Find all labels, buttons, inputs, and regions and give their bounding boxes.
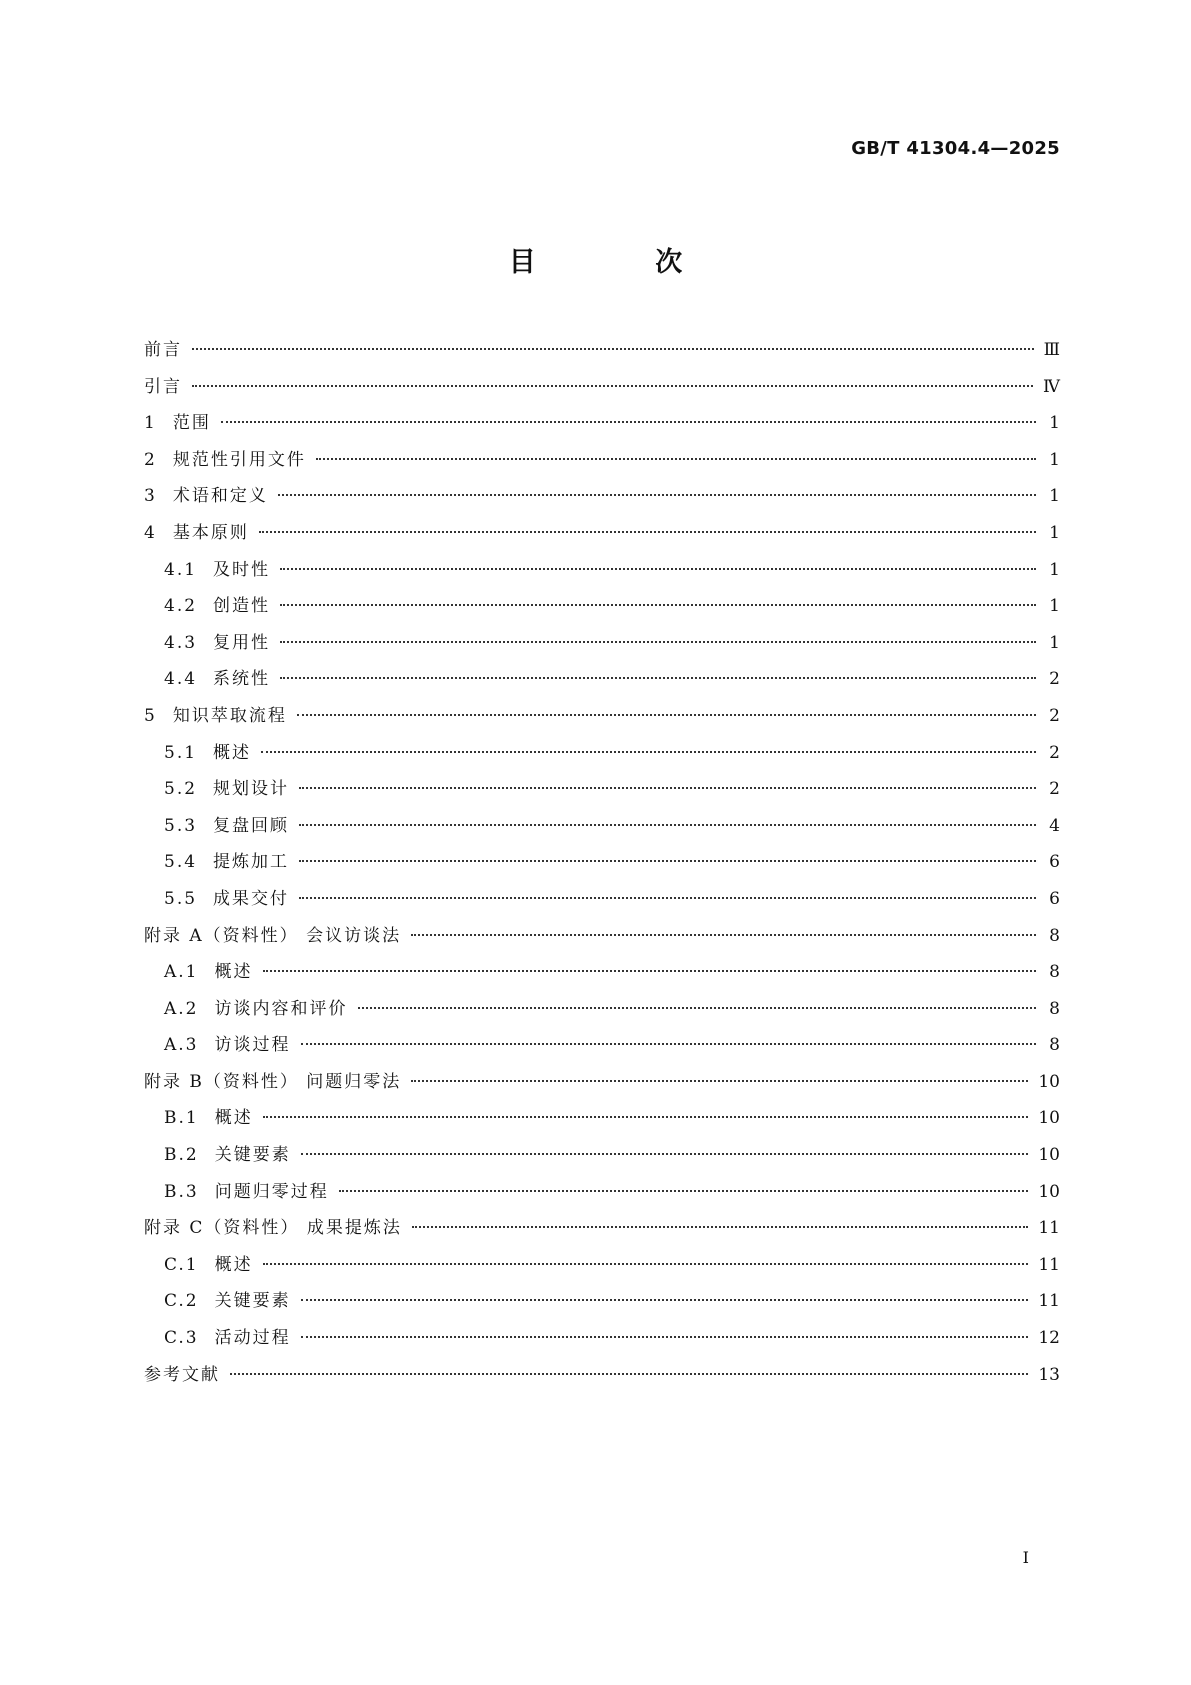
toc-dot-leader (301, 1153, 1029, 1155)
toc-entry-label: 术语和定义 (172, 486, 268, 507)
toc-entry-label: 复盘回顾 (213, 815, 290, 836)
toc-dot-leader (411, 1080, 1028, 1082)
toc-dot-leader (412, 1226, 1029, 1228)
toc-entry-number: C.1 (164, 1254, 199, 1275)
toc-entry-label: 参考文献 (144, 1364, 220, 1385)
toc-entry[interactable] (144, 555, 1060, 592)
toc-entry-label: 概述 (214, 1108, 253, 1129)
toc-entry-page: 2 (1049, 779, 1060, 800)
toc-entry-label: 规划设计 (213, 779, 290, 800)
toc-entry-number: 4.4 (164, 669, 198, 690)
toc-entry[interactable] (144, 408, 1060, 445)
toc-dot-leader (280, 641, 1036, 643)
toc-dot-leader (280, 677, 1036, 679)
toc-entry-page: 8 (1049, 925, 1060, 946)
toc-entry[interactable] (144, 811, 1060, 848)
toc-entry-label: 知识萃取流程 (172, 705, 287, 726)
toc-entry-label: 及时性 (213, 559, 271, 580)
toc-entry-number: C.2 (164, 1291, 199, 1312)
toc-entry[interactable] (144, 1323, 1060, 1360)
toc-entry-number: 5 (144, 705, 157, 726)
toc-entry-number: 4.3 (164, 632, 198, 653)
toc-entry-number: 4 (144, 522, 157, 543)
toc-entry[interactable] (144, 847, 1060, 884)
toc-entry-label: 范围 (172, 413, 211, 434)
toc-entry-page: 2 (1049, 742, 1060, 763)
toc-entry-number: B.2 (164, 1145, 199, 1166)
toc-entry-label: 基本原则 (172, 522, 249, 543)
table-of-contents (144, 335, 1060, 1396)
toc-dot-leader (339, 1190, 1029, 1192)
toc-entry-label: 前言 (144, 340, 182, 360)
toc-entry-number: A.1 (164, 962, 199, 983)
toc-entry-page: Ⅲ (1043, 340, 1060, 360)
toc-dot-leader (261, 751, 1036, 753)
toc-dot-leader (316, 458, 1036, 460)
toc-dot-leader (299, 824, 1036, 826)
toc-dot-leader (299, 787, 1036, 789)
toc-entry-number: C.3 (164, 1328, 199, 1349)
page-title: 目 次 (508, 247, 738, 278)
toc-entry-label: 系统性 (213, 669, 271, 690)
toc-entry[interactable] (144, 335, 1060, 372)
toc-entry-number: B.1 (164, 1108, 199, 1129)
toc-entry-number: 1 (144, 413, 157, 434)
toc-entry-label: 问题归零过程 (214, 1181, 329, 1202)
toc-entry-number: 5.5 (164, 888, 198, 909)
toc-entry-page: 1 (1049, 413, 1060, 434)
toc-entry[interactable] (144, 1103, 1060, 1140)
toc-entry[interactable] (144, 591, 1060, 628)
toc-entry[interactable] (144, 884, 1060, 921)
toc-entry-page: 6 (1049, 852, 1060, 873)
toc-entry[interactable] (144, 957, 1060, 994)
toc-entry-page: 1 (1049, 596, 1060, 617)
toc-entry-number: A.3 (164, 1035, 199, 1056)
toc-dot-leader (358, 1007, 1037, 1009)
toc-entry[interactable] (144, 774, 1060, 811)
toc-entry-label: 附录 C（资料性） 成果提炼法 (144, 1218, 402, 1239)
toc-entry-label: 附录 A（资料性） 会议访谈法 (144, 925, 402, 946)
toc-dot-leader (263, 1116, 1029, 1118)
toc-dot-leader (278, 494, 1036, 496)
toc-entry-page: 10 (1038, 1071, 1060, 1092)
toc-entry-page: 2 (1049, 669, 1060, 690)
toc-entry[interactable] (144, 1177, 1060, 1214)
toc-entry-page: 11 (1038, 1254, 1060, 1275)
toc-dot-leader (301, 1299, 1029, 1301)
toc-entry-label: 关键要素 (214, 1291, 291, 1312)
toc-dot-leader (301, 1336, 1029, 1338)
toc-entry-label: 复用性 (213, 632, 271, 653)
toc-dot-leader (280, 604, 1036, 606)
toc-entry-number: 5.4 (164, 852, 198, 873)
toc-entry-page: 13 (1038, 1364, 1060, 1385)
toc-dot-leader (411, 934, 1036, 936)
toc-entry-number: 3 (144, 486, 157, 507)
toc-entry-label: 概述 (214, 1254, 253, 1275)
toc-entry[interactable] (144, 1140, 1060, 1177)
toc-entry[interactable] (144, 1213, 1060, 1250)
toc-entry-page: 2 (1049, 705, 1060, 726)
toc-dot-leader (299, 897, 1036, 899)
toc-entry-label: 访谈过程 (214, 1035, 291, 1056)
toc-entry-page: 1 (1049, 632, 1060, 653)
toc-entry-page: 1 (1049, 522, 1060, 543)
toc-dot-leader (299, 860, 1036, 862)
toc-entry-page: 10 (1038, 1145, 1060, 1166)
toc-dot-leader (221, 421, 1036, 423)
toc-entry-page: 8 (1049, 962, 1060, 983)
toc-entry-label: 附录 B（资料性） 问题归零法 (144, 1071, 402, 1092)
toc-dot-leader (263, 970, 1037, 972)
toc-entry-label: 关键要素 (214, 1145, 291, 1166)
toc-entry-label: 成果交付 (213, 888, 290, 909)
toc-dot-leader (301, 1043, 1037, 1045)
toc-entry[interactable] (144, 1067, 1060, 1104)
toc-entry-label: 提炼加工 (213, 852, 290, 873)
toc-entry-label: 引言 (144, 376, 182, 397)
toc-entry-label: 创造性 (213, 596, 271, 617)
toc-dot-leader (263, 1263, 1029, 1265)
toc-entry-page: 8 (1049, 1035, 1060, 1056)
toc-entry-number: A.2 (164, 998, 199, 1019)
toc-entry-page: 11 (1038, 1291, 1060, 1312)
toc-entry-page: 12 (1038, 1328, 1060, 1349)
toc-entry-page: 11 (1038, 1218, 1060, 1239)
toc-dot-leader (259, 531, 1036, 533)
toc-dot-leader (280, 568, 1036, 570)
toc-entry-page: 6 (1049, 888, 1060, 909)
toc-entry-page: 10 (1038, 1108, 1060, 1129)
toc-entry-page: Ⅳ (1043, 376, 1060, 397)
toc-entry[interactable] (144, 628, 1060, 665)
toc-entry-page: 1 (1049, 486, 1060, 507)
toc-entry[interactable] (144, 701, 1060, 738)
toc-dot-leader (192, 348, 1034, 350)
toc-entry[interactable] (144, 921, 1060, 958)
toc-entry[interactable] (144, 518, 1060, 555)
toc-entry[interactable] (144, 445, 1060, 482)
toc-entry-page: 10 (1038, 1181, 1060, 1202)
toc-entry[interactable] (144, 1250, 1060, 1287)
toc-entry[interactable] (144, 481, 1060, 518)
toc-entry-page: 8 (1049, 998, 1060, 1019)
page-number: Ⅰ (1022, 1548, 1029, 1567)
toc-entry[interactable] (144, 1360, 1060, 1397)
toc-entry-number: 5.2 (164, 779, 198, 800)
toc-entry[interactable] (144, 1286, 1060, 1323)
toc-entry-number: 4.1 (164, 559, 198, 580)
toc-entry-number: B.3 (164, 1181, 199, 1202)
toc-entry-number: 5.1 (164, 742, 198, 763)
toc-entry-label: 概述 (213, 742, 252, 763)
toc-entry[interactable] (144, 738, 1060, 775)
toc-entry[interactable] (144, 994, 1060, 1031)
toc-entry-number: 5.3 (164, 815, 198, 836)
toc-entry[interactable] (144, 372, 1060, 409)
toc-entry-number: 2 (144, 449, 157, 470)
toc-entry-label: 访谈内容和评价 (214, 998, 348, 1019)
toc-entry[interactable] (144, 1030, 1060, 1067)
toc-dot-leader (230, 1373, 1028, 1375)
toc-dot-leader (192, 385, 1033, 387)
toc-entry-label: 活动过程 (214, 1328, 291, 1349)
toc-entry-number: 4.2 (164, 596, 198, 617)
toc-entry-page: 1 (1049, 559, 1060, 580)
toc-entry[interactable] (144, 664, 1060, 701)
toc-dot-leader (297, 714, 1036, 716)
standard-code: GB/T 41304.4—2025 (851, 138, 1060, 159)
toc-entry-page: 1 (1049, 449, 1060, 470)
toc-entry-label: 概述 (214, 962, 253, 983)
toc-entry-page: 4 (1049, 815, 1060, 836)
toc-entry-label: 规范性引用文件 (172, 449, 306, 470)
